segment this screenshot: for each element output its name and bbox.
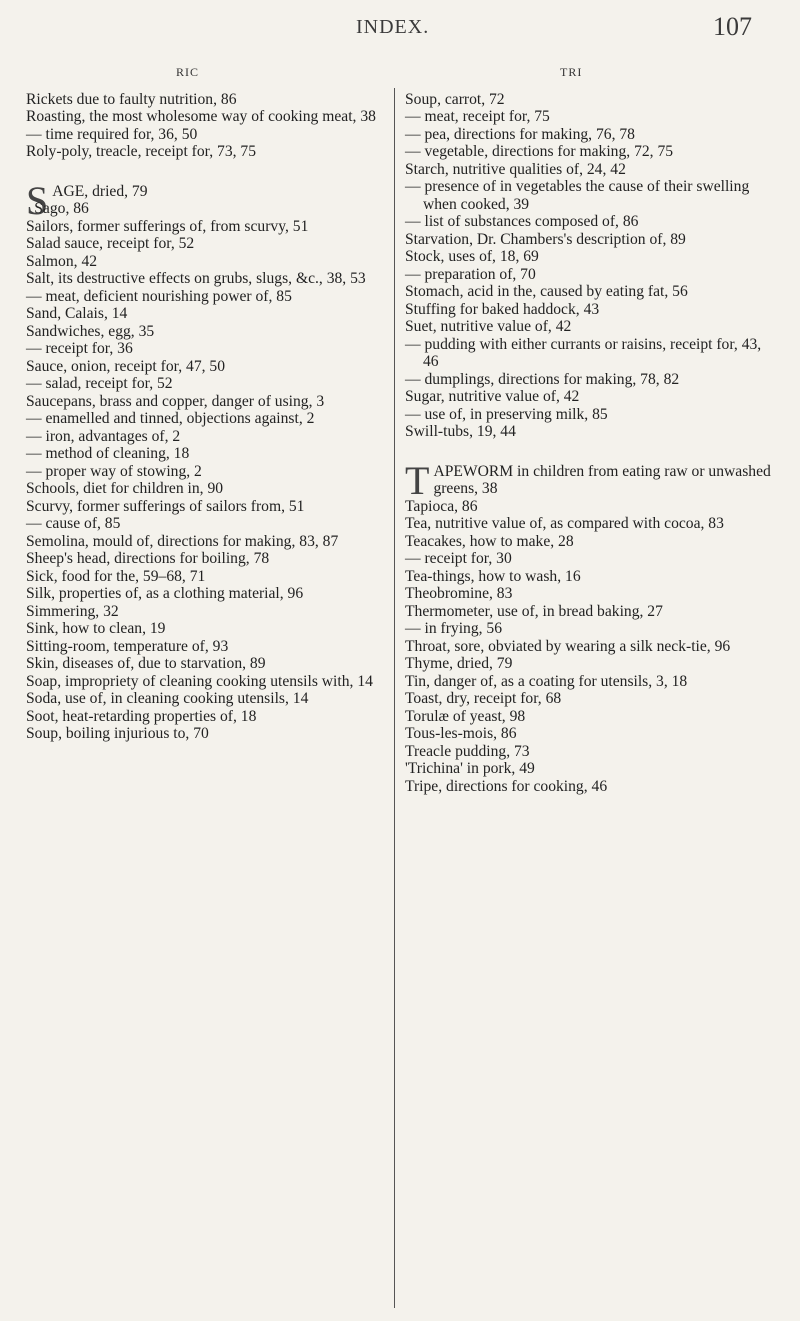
index-entry: Salmon, 42 [26,252,98,270]
index-entry: Stock, uses of, 18, 69 [405,248,539,265]
index-entry: Tea, nutritive value of, as compared with cocoa, 83 [405,515,724,532]
index-entry: — receipt for, 30 [405,550,512,567]
index-entry: Swill-tubs, 19, 44 [405,423,516,440]
index-entry: — cause of, 85 [26,515,121,532]
index-entry: — enamelled and tinned, objections against, 2 [26,410,315,427]
page-header [0,10,800,50]
dropcap-t: T [405,457,430,503]
index-entry: Tous-les-mois, 86 [405,725,517,742]
index-entry: Salad sauce, receipt for, 52 [26,235,195,252]
index-entry: — dumplings, directions for making, 78, 82 [405,370,680,388]
index-entry: Sugar, nutritive value of, 42 [405,388,580,405]
index-entry: Torulæ of yeast, 98 [405,707,526,725]
index-entry: Toast, dry, receipt for, 68 [405,690,562,707]
index-entry: Sago, 86 [34,200,89,217]
left-catchword: RIC [176,65,200,79]
index-entry: — use of, in preserving milk, 85 [405,405,608,423]
right-entries-t [405,498,777,796]
index-entry: Sandwiches, egg, 35 [26,322,155,340]
index-entry: Teacakes, how to make, 28 [405,532,574,550]
index-entry: Tea-things, how to wash, 16 [405,567,581,585]
index-entry: — receipt for, 36 [26,340,133,357]
index-entry: — in frying, 56 [405,620,503,637]
index-entry: Soap, impropriety of cleaning cooking utensils with, 14 [26,672,373,690]
right-entries-s [405,91,777,441]
index-entry: Thyme, dried, 79 [405,655,513,672]
index-entry: Saucepans, brass and copper, danger of using, 3 [26,392,325,410]
index-entry: Thermometer, use of, in bread baking, 27 [405,602,663,620]
index-entry: — meat, deficient nourishing power of, 85 [26,287,292,305]
index-entry: — preparation of, 70 [405,265,536,283]
index-entry: — pea, directions for making, 76, 78 [405,125,635,143]
column-divider [394,88,395,1308]
index-entry: Treacle pudding, 73 [405,742,530,760]
index-entry: Soda, use of, in cleaning cooking utensils, 14 [26,690,309,707]
index-entry: Salt, its destructive effects on grubs, slugs, &c., 38, 53 [26,270,366,287]
index-entry: Suet, nutritive value of, 42 [405,318,572,335]
index-entry: Sauce, onion, receipt for, 47, 50 [26,357,226,375]
index-entry: Sick, food for the, 59–68, 71 [26,567,206,585]
index-entry: Tapioca, 86 [405,497,478,515]
index-entry: — method of cleaning, 18 [26,445,190,462]
right-column [405,64,777,795]
left-column [26,64,386,743]
index-entry: Simmering, 32 [26,602,119,620]
index-entry: Starch, nutritive qualities of, 24, 42 [405,160,626,178]
index-entry: — vegetable, directions for making, 72, 75 [405,143,674,160]
index-entry: Tin, danger of, as a coating for utensils, 3, 18 [405,672,688,690]
index-entry: Sink, how to clean, 19 [26,620,166,637]
index-entry: 'Trichina' in pork, 49 [405,760,535,777]
index-entry: Sitting-room, temperature of, 93 [26,637,229,655]
page-number: 107 [713,12,752,41]
index-entry: Semolina, mould of, directions for making, 83, 87 [26,532,339,550]
index-entry: Starvation, Dr. Chambers's description of, 89 [405,230,686,248]
index-entry: Skin, diseases of, due to starvation, 89 [26,655,266,672]
index-entry: Stomach, acid in the, caused by eating fat, 56 [405,283,688,300]
index-entry: APEWORM in children from eating raw or unwashed greens, 38 [433,462,771,497]
index-entry: — meat, receipt for, 75 [405,108,550,125]
index-entry: Soup, boiling injurious to, 70 [26,725,209,742]
index-entry: Scurvy, former sufferings of sailors from, 51 [26,497,305,515]
index-entry: Schools, diet for children in, 90 [26,480,224,497]
index-entry: — time required for, 36, 50 [26,125,198,143]
index-entry: Tripe, directions for cooking, 46 [405,777,608,795]
index-entry: Rickets due to faulty nutrition, 86 [26,90,237,108]
index-entry: — pudding with either currants or raisins, receipt for, 43, 46 [405,335,762,370]
left-entries-r [26,91,386,161]
index-entry: — presence of in vegetables the cause of their swelling when cooked, 39 [405,178,750,213]
index-entry: Roasting, the most wholesome way of cooking meat, 38 [26,108,376,125]
index-entry: — iron, advantages of, 2 [26,427,181,445]
index-entry: AGE, dried, 79 [52,182,148,200]
index-entry: — proper way of stowing, 2 [26,462,202,480]
page-title: INDEX. [356,16,430,38]
index-entry: — list of substances composed of, 86 [405,213,639,230]
index-entry: Soot, heat-retarding properties of, 18 [26,707,257,725]
index-entry: Sheep's head, directions for boiling, 78 [26,550,270,567]
index-entry: Sand, Calais, 14 [26,305,128,322]
index-entry: Stuffing for baked haddock, 43 [405,300,600,318]
index-entry: — salad, receipt for, 52 [26,375,173,392]
dropcap-s: S [26,177,49,223]
section-t-lead [405,457,777,503]
left-entries-s [26,200,386,743]
index-entry: Roly-poly, treacle, receipt for, 73, 75 [26,143,257,160]
index-entry: Theobromine, 83 [405,585,513,602]
index-entry: Throat, sore, obviated by wearing a silk neck-tie, 96 [405,637,731,655]
index-entry: Silk, properties of, as a clothing material, 96 [26,585,304,602]
right-catchword: TRI [560,65,583,79]
index-entry: Soup, carrot, 72 [405,90,505,108]
index-entry: Sailors, former sufferings of, from scurvy, 51 [26,217,309,235]
